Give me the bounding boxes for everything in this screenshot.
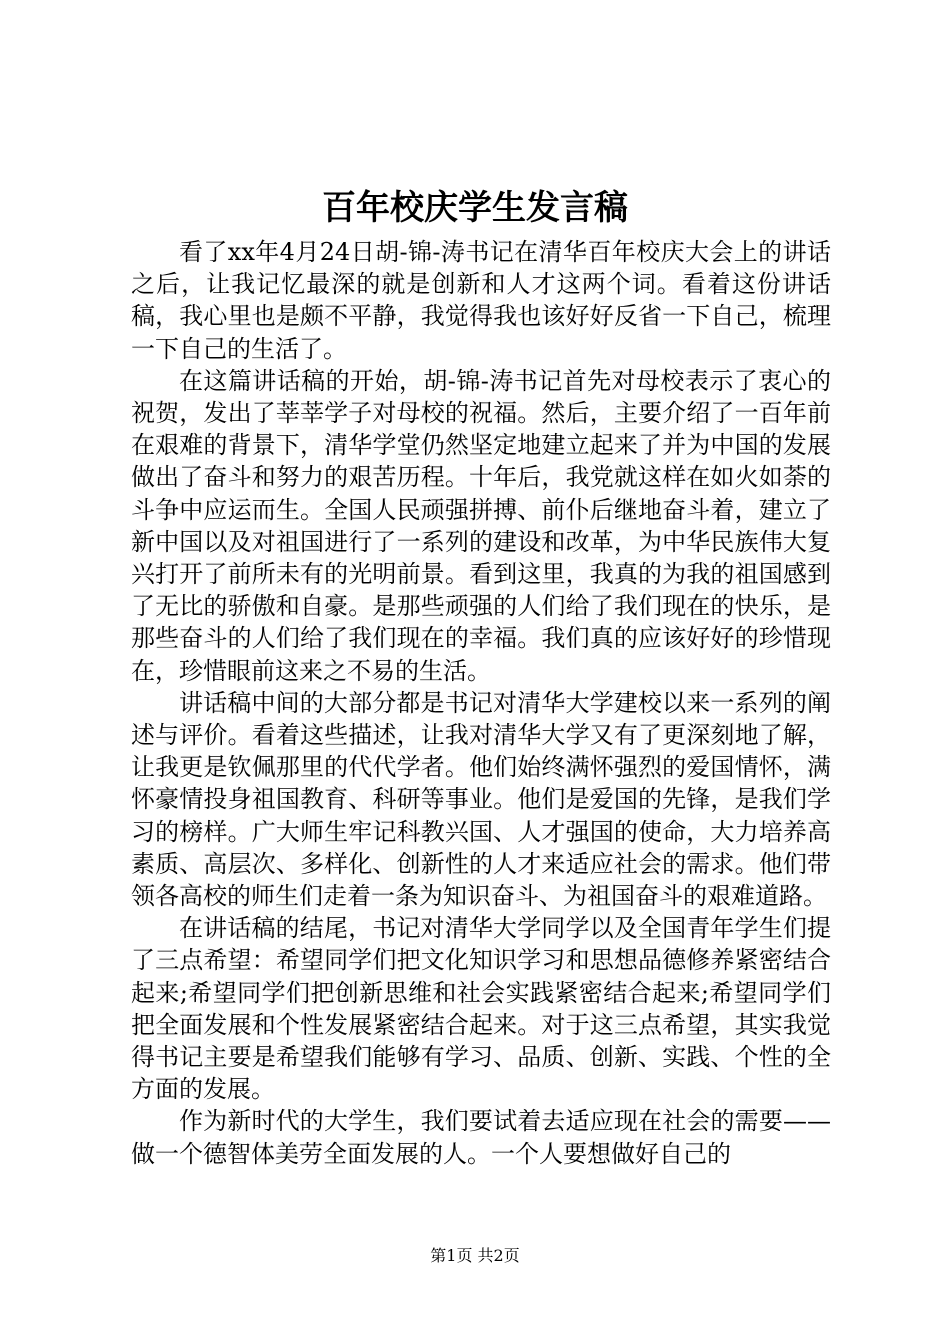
paragraph-2: 在这篇讲话稿的开始，胡-锦-涛书记首先对母校表示了衷心的祝贺，发出了莘莘学子对母校的祝福。然后，主要介绍了一百年前在艰难的背景下，清华学堂仍然坚定地建立起来了并为中国的发展做出了奋斗和努力的艰苦历程。十年后，我党就这样在如火如荼的斗争中应运而生。全国人民顽强拼搏、前仆后继地奋斗着，建立了新中国以及对祖国进行了一系列的建设和改革，为中华民族伟大复兴打开了前所未有的光明前景。看到这里，我真的为我的祖国感到了无比的骄傲和自豪。是那些顽强的人们给了我们现在的快乐，是那些奋斗的人们给了我们现在的幸福。我们真的应该好好的珍惜现在，珍惜眼前这来之不易的生活。 — [131, 366, 831, 685]
page-footer: 第1页 共2页 — [430, 1246, 520, 1265]
paragraph-4: 在讲话稿的结尾，书记对清华大学同学以及全国青年学生们提了三点希望：希望同学们把文化知识学习和思想品德修养紧密结合起来;希望同学们把创新思维和社会实践紧密结合起来;希望同学们把全面发展和个性发展紧密结合起来。对于这三点希望，其实我觉得书记主要是希望我们能够有学习、品质、创新、实践、个性的全方面的发展。 — [131, 914, 831, 1104]
paragraph-1: 看了xx年4月24日胡-锦-涛书记在清华百年校庆大会上的讲话之后，让我记忆最深的就是创新和人才这两个词。看着这份讲话稿，我心里也是颇不平静，我觉得我也该好好反省一下自己，梳理一下自己的生活了。 — [131, 238, 831, 363]
document-body — [131, 236, 831, 1170]
paragraph-5: 作为新时代的大学生，我们要试着去适应现在社会的需要——做一个德智体美劳全面发展的人。一个人要想做好自己的 — [131, 1107, 831, 1168]
document-title: 百年校庆学生发言稿 — [322, 188, 628, 228]
paragraph-3: 讲话稿中间的大部分都是书记对清华大学建校以来一系列的阐述与评价。看着这些描述，让我对清华大学又有了更深刻地了解，让我更是钦佩那里的代代学者。他们始终满怀强烈的爱国情怀，满怀豪情投身祖国教育、科研等事业。他们是爱国的先锋，是我们学习的榜样。广大师生牢记科教兴国、人才强国的使命，大力培养高素质、高层次、多样化、创新性的人才来适应社会的需求。他们带领各高校的师生们走着一条为知识奋斗、为祖国奋斗的艰难道路。 — [131, 688, 831, 911]
